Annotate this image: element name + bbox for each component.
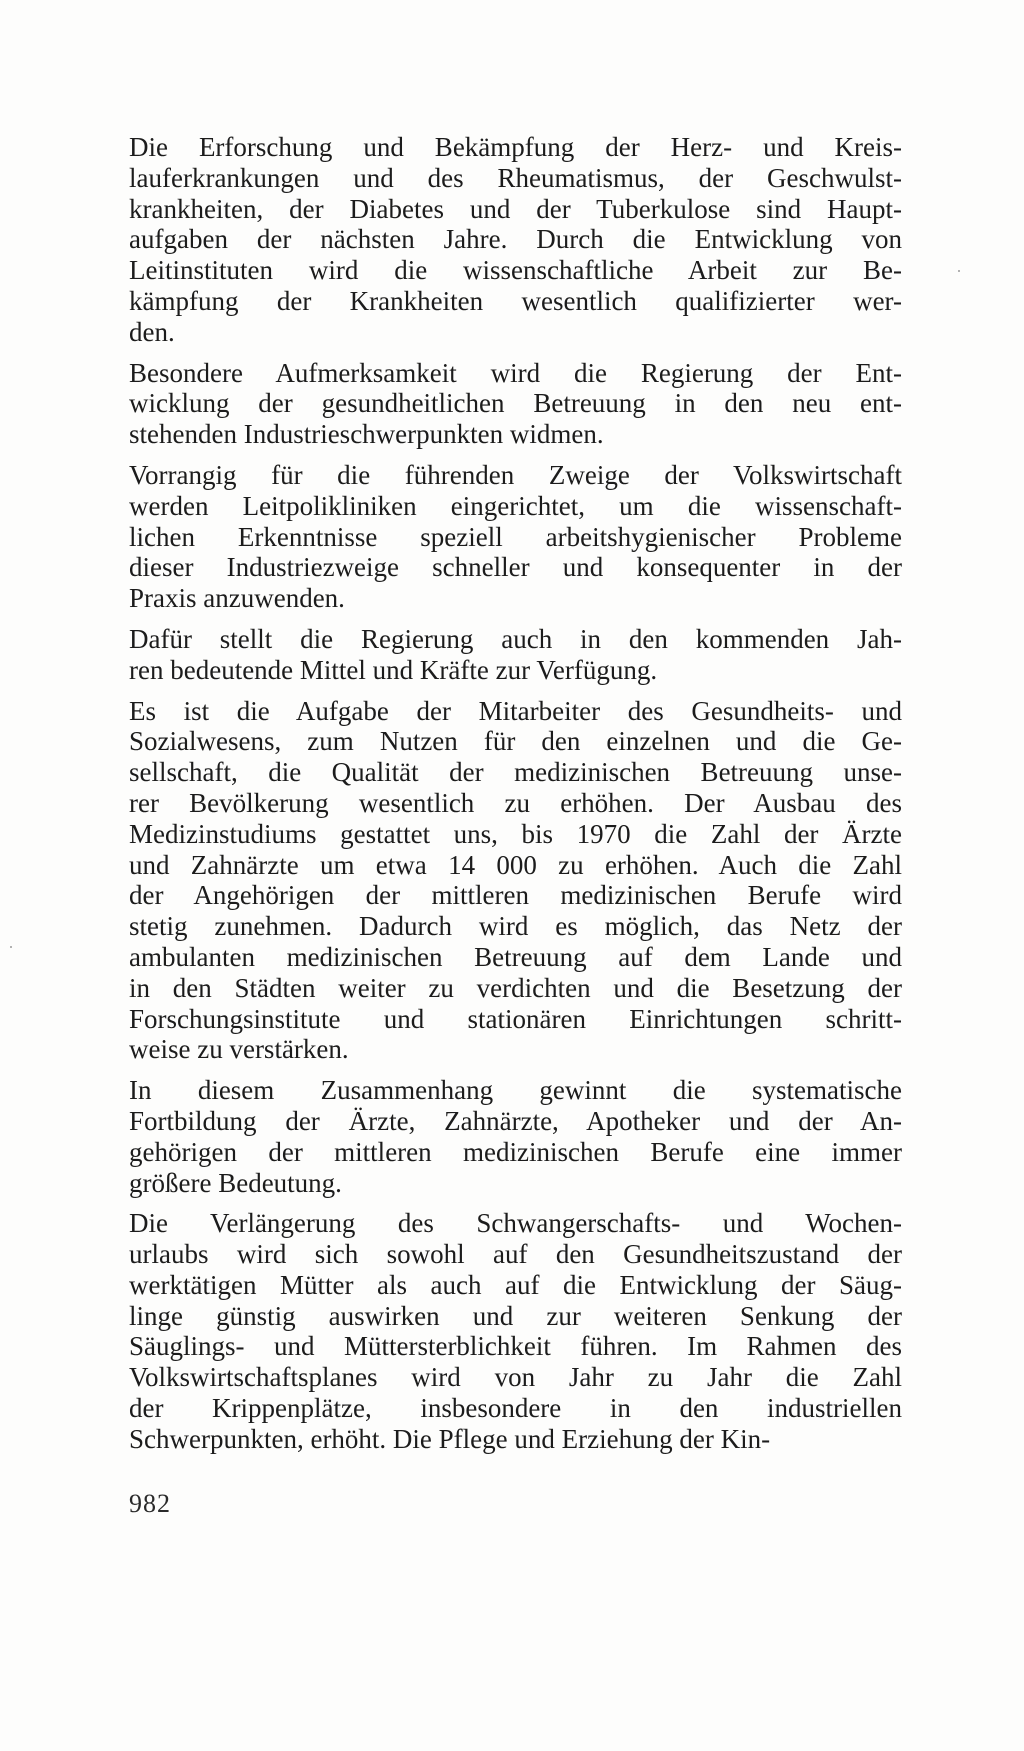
text-line: lauferkrankungen und des Rheumatismus, der Geschwulst- [129, 162, 902, 193]
paragraph [129, 696, 902, 1066]
print-speck [10, 946, 12, 948]
text-line: größere Bedeutung. [129, 1167, 342, 1198]
text-line: stehenden Industrieschwerpunkten widmen. [129, 419, 604, 450]
text-line: Säuglings- und Müttersterblichkeit führen. Im Rahmen des [129, 1331, 902, 1362]
text-line: Medizinstudiums gestattet uns, bis 1970 die Zahl der Ärzte [129, 818, 902, 849]
text-line: Schwerpunkten, erhöht. Die Pflege und Erziehung der Kin- [129, 1423, 771, 1454]
text-line: aufgaben der nächsten Jahre. Durch die Entwicklung von [129, 224, 902, 255]
text-line: wicklung der gesundheitlichen Betreuung in den neu ent- [129, 388, 902, 419]
text-line: sellschaft, die Qualität der medizinischen Betreuung unse- [129, 757, 902, 788]
text-line: gehörigen der mittleren medizinischen Berufe eine immer [129, 1136, 902, 1167]
paragraph [129, 132, 902, 348]
text-line: in den Städten weiter zu verdichten und die Besetzung der [129, 972, 902, 1003]
text-line: rer Bevölkerung wesentlich zu erhöhen. Der Ausbau des [129, 787, 902, 818]
text-line: kämpfung der Krankheiten wesentlich qualifizierter wer- [129, 285, 902, 316]
text-line: stetig zunehmen. Dadurch wird es möglich, das Netz der [129, 911, 902, 942]
body-text [129, 132, 902, 1465]
text-line: Forschungsinstitute und stationären Einrichtungen schritt- [129, 1003, 902, 1034]
text-line: weise zu verstärken. [129, 1034, 349, 1065]
paragraph [129, 624, 902, 686]
paragraph [129, 1075, 902, 1198]
text-line: der Krippenplätze, insbesondere in den industriellen [129, 1393, 902, 1424]
text-line: werden Leitpolikliniken eingerichtet, um die wissenschaft- [129, 490, 902, 521]
text-line: Es ist die Aufgabe der Mitarbeiter des Gesundheits- und [129, 695, 902, 726]
paragraph [129, 1208, 902, 1454]
text-line: Fortbildung der Ärzte, Zahnärzte, Apotheker und der An- [129, 1105, 902, 1136]
text-line: Besondere Aufmerksamkeit wird die Regierung der Ent- [129, 357, 902, 388]
text-line: Die Verlängerung des Schwangerschafts- und Wochen- [129, 1208, 902, 1239]
text-line: und Zahnärzte um etwa 14 000 zu erhöhen. Auch die Zahl [129, 849, 902, 880]
text-line: Dafür stellt die Regierung auch in den kommenden Jah- [129, 623, 902, 654]
paragraph [129, 460, 902, 614]
text-line: werktätigen Mütter als auch auf die Entwicklung der Säug- [129, 1269, 902, 1300]
text-line: ambulanten medizinischen Betreuung auf dem Lande und [129, 941, 902, 972]
text-line: Praxis anzuwenden. [129, 583, 345, 614]
page-number: 982 [129, 1489, 171, 1518]
text-line: lichen Erkenntnisse speziell arbeitshygienischer Probleme [129, 521, 902, 552]
text-line: Die Erforschung und Bekämpfung der Herz- und Kreis- [129, 132, 902, 162]
text-line: linge günstig auswirken und zur weiteren Senkung der [129, 1300, 902, 1331]
text-line: Sozialwesens, zum Nutzen für den einzelnen und die Ge- [129, 726, 902, 757]
text-line: der Angehörigen der mittleren medizinischen Berufe wird [129, 880, 902, 911]
text-line: Volkswirtschaftsplanes wird von Jahr zu Jahr die Zahl [129, 1362, 902, 1393]
text-line: urlaubs wird sich sowohl auf den Gesundheitszustand der [129, 1239, 902, 1270]
text-line: ren bedeutende Mittel und Kräfte zur Verfügung. [129, 654, 658, 685]
paragraph [129, 358, 902, 450]
text-line: In diesem Zusammenhang gewinnt die systematische [129, 1075, 902, 1106]
print-speck [958, 270, 960, 272]
text-line: krankheiten, der Diabetes und der Tuberkulose sind Haupt- [129, 193, 902, 224]
text-line: Vorrangig für die führenden Zweige der Volkswirtschaft [129, 459, 902, 490]
text-line: dieser Industriezweige schneller und konsequenter in der [129, 552, 902, 583]
text-line: Leitinstituten wird die wissenschaftliche Arbeit zur Be- [129, 255, 902, 286]
text-line: den. [129, 316, 175, 347]
